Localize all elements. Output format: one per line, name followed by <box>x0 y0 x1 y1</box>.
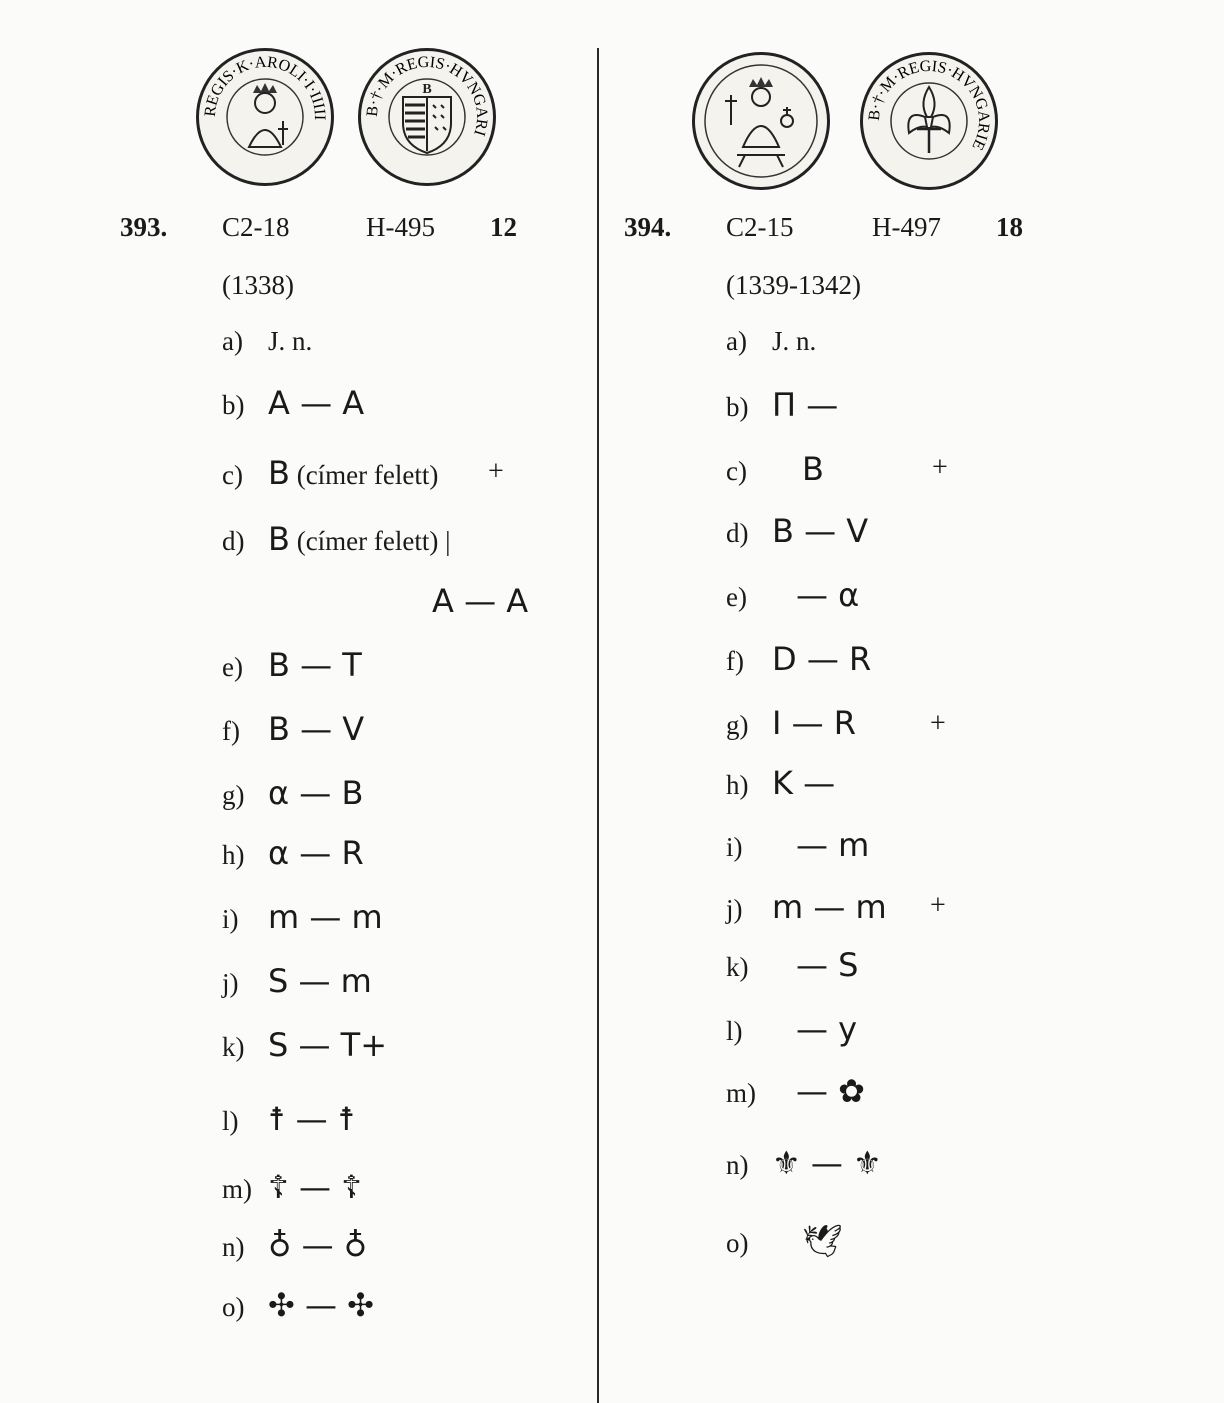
issue-date: (1339-1342) <box>726 270 861 300</box>
variant-continuation: A — A <box>432 582 529 620</box>
plus-mark: + <box>488 456 504 487</box>
variant-item: j) m — m <box>726 888 887 926</box>
variant-item: a) J. n. <box>726 326 817 356</box>
c-code: C2-15 <box>726 212 794 242</box>
coin-394-reverse-legend: B·†·M·REGIS·HVNGARIE <box>865 57 993 153</box>
fleur-de-lis-coin-icon <box>860 52 998 190</box>
variant-item: f) D — R <box>726 640 872 678</box>
c-code: C2-18 <box>222 212 290 242</box>
plus-mark: + <box>930 890 946 921</box>
shield-arms-coin-icon <box>358 48 496 186</box>
variant-item: i) — m <box>726 826 870 864</box>
variant-item: m) — ✿ <box>726 1072 865 1110</box>
variant-item: d) B — V <box>726 512 869 550</box>
variant-item: e) — α <box>726 576 860 614</box>
coin-393-reverse-letter: B <box>422 82 432 97</box>
issue-date: (1338) <box>222 270 294 300</box>
variant-item: f) B — V <box>222 710 365 748</box>
rarity-value: 18 <box>996 212 1023 242</box>
variant-item: g) I — R <box>726 704 857 742</box>
entry-number: 393. <box>120 212 168 242</box>
plus-mark: + <box>932 452 948 483</box>
seated-figure-coin-icon <box>692 52 830 190</box>
entry-number: 394. <box>624 212 672 242</box>
h-code: H-497 <box>872 212 941 242</box>
variant-item: c) B <box>726 450 824 488</box>
king-bust-coin-icon <box>196 48 334 186</box>
variant-item: b) Π — <box>726 386 839 424</box>
variant-item: g) α — B <box>222 774 364 812</box>
variant-item: c) B (címer felett) <box>222 454 439 492</box>
rarity-value: 12 <box>490 212 517 242</box>
variant-item: n) ⚜ — ⚜ <box>726 1144 882 1182</box>
variant-item: l) — y <box>726 1010 858 1048</box>
variant-item: i) m — m <box>222 898 383 936</box>
coin-393-obverse-legend: REGIS·K·AROLI·I·IIIII <box>201 53 329 121</box>
variant-item: k) S — T+ <box>222 1026 388 1064</box>
variant-item: h) K — <box>726 764 836 802</box>
variant-item: j) S — m <box>222 962 372 1000</box>
variant-item: e) B — T <box>222 646 362 684</box>
variant-item: o) ✣ — ✣ <box>222 1286 374 1324</box>
entry-394 <box>600 0 1200 1403</box>
variant-item: k) — S <box>726 946 859 984</box>
variant-item: b) A — A <box>222 384 365 422</box>
h-code: H-495 <box>366 212 435 242</box>
variant-item: n) ♁ — ♁ <box>222 1226 368 1264</box>
variant-item: h) α — R <box>222 834 364 872</box>
variant-item: a) J. n. <box>222 326 313 356</box>
plus-mark: + <box>930 708 946 739</box>
variant-item: d) B (címer felett) | <box>222 520 451 558</box>
coin-393-reverse-legend: B·†·M·REGIS·HVNGARI <box>363 53 491 138</box>
variant-item: m) ☦ — ☦ <box>222 1168 362 1206</box>
variant-item: l) ☨ — ☨ <box>222 1100 356 1138</box>
entry-393 <box>0 0 600 1403</box>
variant-item: o) 🕊 <box>726 1222 843 1260</box>
